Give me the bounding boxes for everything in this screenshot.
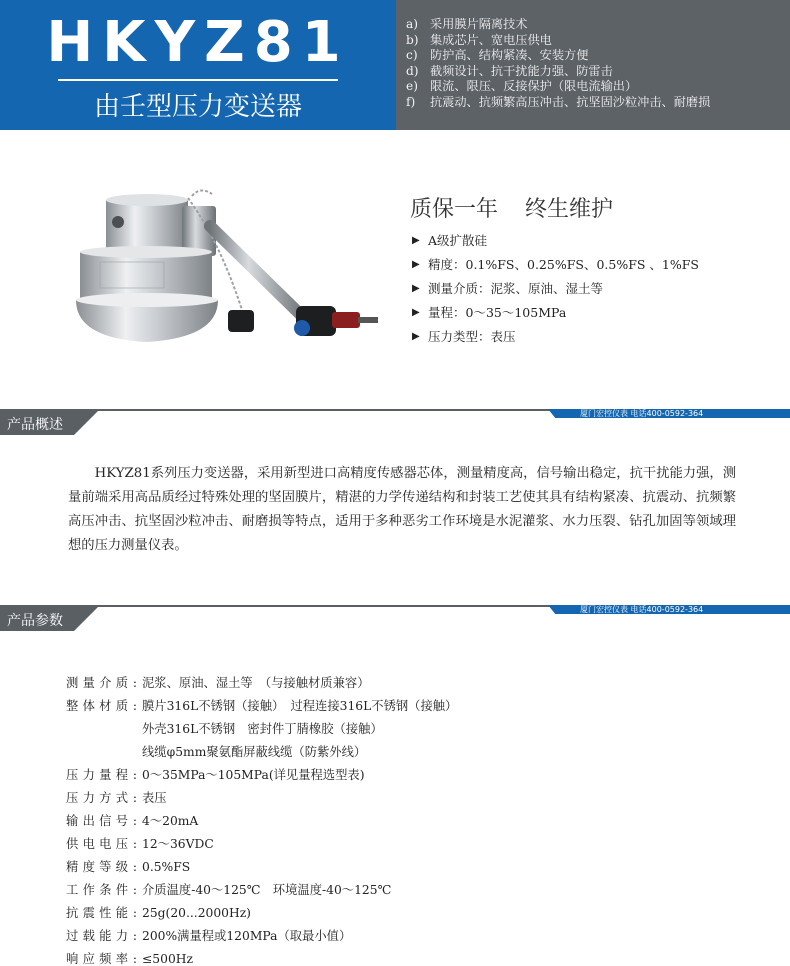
spec-item: ▶ 精度：0.1%FS、0.25%FS、0.5%FS 、1%FS: [412, 257, 699, 272]
param-row: 抗震性能 : 25g(20...2000Hz): [66, 906, 251, 920]
feature-item: d) 截频设计、抗干扰能力强、防雷击: [406, 63, 613, 78]
feature-item: b) 集成芯片、宽电压供电: [406, 32, 552, 47]
overview-section-bar: [0, 409, 790, 435]
transmitter-photo: [70, 182, 380, 352]
product-model: HKYZ81: [46, 10, 350, 75]
warranty-highlight: 质保一年 终生维护: [410, 197, 613, 222]
param-row: 工作条件 : 介质温度-40～125℃ 环境温度-40～125℃: [66, 883, 392, 897]
contact-info: 厦门宏控仪表 电话400-0592-364: [580, 409, 704, 418]
param-row: 响应频率 : ≤500Hz: [66, 952, 193, 966]
param-row: 供电电压 : 12～36VDC: [66, 837, 214, 851]
param-row: 精度等级 : 0.5%FS: [66, 860, 191, 874]
spec-item: ▶ A级扩散硅: [412, 233, 488, 248]
product-name: 由壬型压力变送器: [93, 92, 302, 122]
feature-item: f) 抗震动、抗频繁高压冲击、抗坚固沙粒冲击、耐磨损: [406, 94, 711, 109]
section-title-overview: 产品概述: [7, 417, 63, 433]
triangle-bullet-icon: ▶: [412, 306, 420, 318]
param-row: 输出信号 : 4～20mA: [66, 814, 199, 828]
spec-item: ▶ 量程：0～35～105MPa: [412, 305, 567, 320]
contact-info: 厦门宏控仪表 电话400-0592-364: [580, 605, 704, 614]
param-row: 压力量程 : 0～35MPa～105MPa(详见量程选型表): [66, 768, 365, 782]
triangle-bullet-icon: ▶: [412, 282, 420, 294]
spec-item: ▶ 测量介质：泥浆、原油、湿土等: [412, 281, 604, 296]
params-section-bar: [0, 605, 790, 631]
feature-item: a) 采用膜片隔离技术: [406, 17, 528, 31]
feature-item: c) 防护高、结构紧凑、安装方便: [406, 48, 589, 63]
brand-divider: [58, 79, 338, 81]
param-row: 整体材质 : 膜片316L不锈钢（接触） 过程连接316L不锈钢（接触） 外壳316L不锈钢 密封件丁腈橡胶（接触） 线缆φ5mm聚氨酯屏蔽线缆（防紫外线）: [66, 699, 458, 759]
param-row: 测量介质 : 泥浆、原油、湿土等 （与接触材质兼容）: [66, 676, 370, 690]
overview-text: HKYZ81系列压力变送器，采用新型进口高精度传感器芯体，测量精度高，信号输出稳定，抗干扰能力强，测量前端采用高品质经过特殊处理的坚固膜片，精湛的力学传递结构和封装工艺使其具有结构紧凑、抗震动、抗频繁高压冲击、抗坚固沙粒冲击、耐磨损等特点，适用于多种恶劣工作环境是水泥灌浆、水力压裂、钻孔加固等领域理想的压力测量仪表。: [68, 466, 736, 553]
triangle-bullet-icon: ▶: [412, 234, 420, 246]
header-banner: [0, 0, 790, 130]
param-row: 过载能力 : 200%满量程或120MPa（取最小值）: [66, 929, 352, 943]
spec-list: [412, 228, 699, 348]
feature-item: e) 限流、限压、反接保护（限电流输出）: [406, 79, 638, 94]
section-title-params: 产品参数: [7, 613, 63, 629]
triangle-bullet-icon: ▶: [412, 330, 420, 342]
param-row: 压力方式 : 表压: [66, 791, 167, 805]
triangle-bullet-icon: ▶: [412, 258, 420, 270]
feature-list: [396, 0, 790, 130]
brand-panel: [0, 0, 396, 130]
params-table: [66, 672, 457, 966]
spec-item: ▶ 压力类型：表压: [412, 329, 516, 344]
